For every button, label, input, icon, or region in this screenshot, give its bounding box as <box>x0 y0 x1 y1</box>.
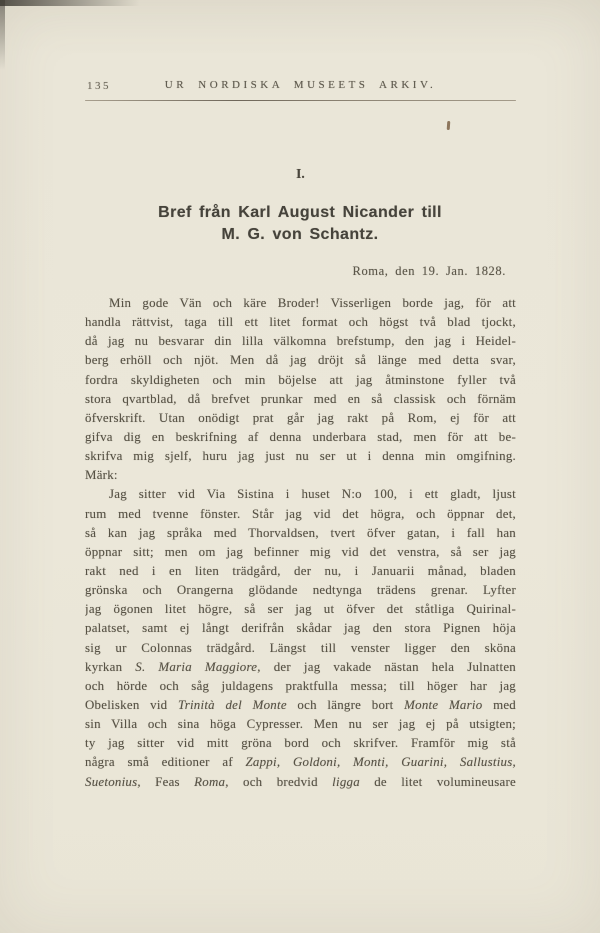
italic-text-segment: Suetonius, <box>85 774 141 789</box>
italic-text-segment: Roma <box>194 774 226 789</box>
text-segment: handla rättvist, taga till ett litet format och högst två blad tjockt, <box>85 315 516 330</box>
dateline: Roma, den 19. Jan. 1828. <box>352 264 506 278</box>
section-number: I. <box>296 166 305 181</box>
text-segment: grönska och Orangerna glödande nedtynga trädens grenar. Lyfter <box>85 583 516 598</box>
header-rule <box>85 100 516 101</box>
text-segment: Märk: <box>85 468 118 483</box>
text-line <box>85 409 516 428</box>
text-line <box>85 447 516 466</box>
text-line <box>85 696 516 715</box>
text-segment: öfverskrift. Utan onödigt prat går jag rakt på Rom, ej för att <box>85 410 516 425</box>
text-line <box>85 600 516 619</box>
text-segment: , och bredvid <box>225 774 333 789</box>
text-segment: Min gode Vän och käre Broder! Visserligen borde jag, för att <box>109 296 516 310</box>
text-line <box>85 390 516 409</box>
text-line <box>85 466 516 485</box>
text-line <box>85 294 516 313</box>
text-line <box>85 543 516 562</box>
text-line <box>85 658 516 677</box>
text-line <box>85 351 516 370</box>
text-line <box>85 332 516 351</box>
scan-edge-artifact <box>0 0 5 70</box>
text-line <box>85 753 516 772</box>
text-segment: palatset, samt ej långt derifrån skådar jag den stora Pignen höja <box>85 621 516 636</box>
letter-body <box>85 294 516 792</box>
text-segment: jag ögonen litet högre, så ser jag ut öfver det ståtliga Quirinal- <box>85 602 516 617</box>
text-segment: berg erhöll och njöt. Men då jag dröjt så länge med detta svar, <box>85 353 516 368</box>
text-segment: , der jag vakade nästan hela Julnatten <box>257 659 516 674</box>
page-number: 135 <box>87 80 111 92</box>
text-line <box>85 562 516 581</box>
text-line <box>85 715 516 734</box>
text-segment: rakt ned i en liten trädgård, der nu, i Januarii månad, bladen <box>85 563 516 578</box>
text-line <box>85 485 516 504</box>
text-line <box>85 734 516 753</box>
text-segment: fordra skyldigheten och min böjelse att jag åtminstone fyller två <box>85 372 516 387</box>
text-segment: Obelisken vid <box>85 697 178 712</box>
text-segment: stora qvartblad, då brefvet prunkar med en så classisk och förnäm <box>85 391 516 406</box>
text-segment: gifva dig en beskrifning af denna underbara stad, men för att be- <box>85 429 516 444</box>
text-segment: Jag sitter vid Via Sistina i huset N:o 100, i ett gladt, ljust <box>109 487 516 502</box>
text-segment: Feas <box>140 774 195 789</box>
text-segment: sig ur Colonnas trädgård. Längst till venster ligger den sköna <box>85 640 516 655</box>
text-line <box>85 505 516 524</box>
text-segment: de litet volumineusare <box>359 774 516 789</box>
text-segment: med <box>482 697 516 712</box>
text-line <box>85 428 516 447</box>
text-line <box>85 524 516 543</box>
letter-title-line2: M. G. von Schantz. <box>221 225 379 243</box>
italic-text-segment: Monte Mario <box>404 697 483 712</box>
text-line <box>85 581 516 600</box>
italic-text-segment: Trinità del Monte <box>178 697 287 712</box>
text-segment: och längre bort <box>286 697 405 712</box>
text-line <box>85 371 516 390</box>
letter-title-line1: Bref från Karl August Nicander till <box>158 204 442 221</box>
text-segment: så kan jag språka med Thorvaldsen, tvert öfver gatan, i fall han <box>85 525 516 540</box>
text-line <box>85 619 516 638</box>
scan-edge-artifact <box>0 0 140 6</box>
text-segment: sin Villa och sina höga Cypresser. Men nu ser jag ej på utsigten; <box>85 717 516 732</box>
ink-speck-artifact <box>447 121 451 130</box>
letter-title <box>60 202 540 245</box>
text-segment: öppnar sitt; men om jag befinner mig vid det venstra, så ser jag <box>85 544 516 559</box>
italic-text-segment: ligga <box>332 774 360 789</box>
text-segment: kyrkan <box>85 659 136 674</box>
text-segment: då jag nu besvarar din lilla välkomna brefstump, den jag i Heidel- <box>85 334 516 349</box>
text-segment: några små editioner af <box>85 755 246 770</box>
running-title: UR NORDISKA MUSEETS ARKIV. <box>164 79 437 91</box>
text-line <box>85 313 516 332</box>
text-segment: rum med tvenne fönster. Står jag vid det högra, och öppnar det, <box>85 506 516 521</box>
text-line <box>85 677 516 696</box>
text-segment: skrifva mig sjelf, huru jag just nu ser ut i denna min omgifning. <box>85 449 516 464</box>
italic-text-segment: S. Maria Maggiore <box>135 659 258 674</box>
text-segment: och hörde och såg juldagens praktfulla messa; till höger har jag <box>85 678 516 693</box>
text-line <box>85 639 516 658</box>
text-segment: ty jag sitter vid mitt gröna bord och skrifver. Framför mig stå <box>85 736 516 751</box>
italic-text-segment: Zappi, Goldoni, Monti, Guarini, Sallustius, <box>245 755 516 770</box>
page-header <box>85 79 516 95</box>
text-line <box>85 773 516 792</box>
